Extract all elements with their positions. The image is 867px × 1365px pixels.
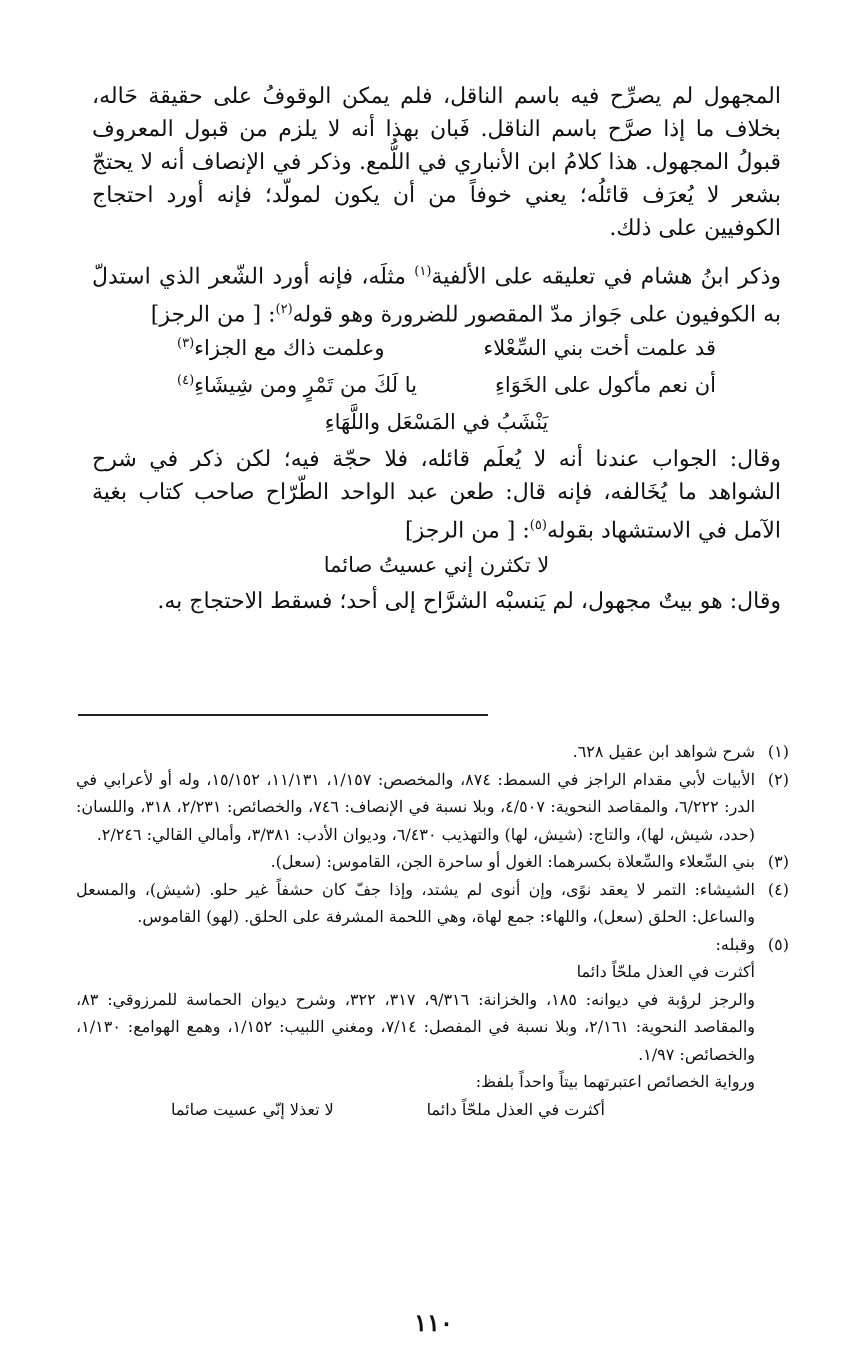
paragraph-2-text-c: : [ من الرجز] (150, 302, 276, 328)
paragraph-3 (92, 443, 781, 547)
verse-line-2 (92, 369, 781, 406)
footnote-2-number: (٢) (767, 769, 789, 789)
paragraph-2 (92, 255, 781, 332)
verse-2-second-hemistich (177, 373, 417, 397)
verse-line-4: لا تكثرن إني عسيتُ صائما (323, 552, 550, 577)
verse-1-first-hemistich: قد علمت أخت بني السِّعْلاء (483, 335, 716, 360)
footnote-divider (78, 714, 488, 716)
verse-3-text: يَنْشَبُ في المَسْعَل واللَّهَاءِ (324, 409, 549, 434)
paragraph-2-text-a: وذكر ابنُ هشام في تعليقه على الألفية (431, 264, 781, 290)
footnote-ref-2[interactable]: (٢) (275, 302, 293, 318)
footnote-5-intro: وقبله: (715, 934, 755, 954)
footnote-4-number: (٤) (767, 879, 789, 899)
verse-1-second-hemistich (177, 336, 385, 360)
footnote-2-text: الأبيات لأبي مقدام الراجز في السمط: ٨٧٤، والمخصص: ١/١٥٧، ١١/١٣١، ١٥/١٥٢، وله أو لأعرابي في الدر: ٦/٢٢٢، والمقاصد النحوية: ٤/٥٠٧، وبلا نسبة في الإنصاف: ٧٤٦، والخصائص: ٢/٢٣١، ٣١٨، واللسان: (حدد، شيش، لها)، والتاج: (شيش، لها) والتهذيب ٦/٤٣٠، وديوان الأدب: ٣/٣٨١، وأمالي القالي: ٢/٢٤٦. (76, 769, 756, 844)
footnote-5 (76, 931, 789, 1124)
footnote-4-text: الشيشاء: التمر لا يعقد نوًى، وإن أنوى لم يشتد، وإذا جفّ كان حشفاً غير حلو. (شيش)، والمسعل والساعل: الحلق (سعل)، واللهاء: جمع لهاة، وهي اللحمة المشرفة على الحلق. (لهو) القاموس. (76, 879, 755, 926)
footnote-ref-1[interactable]: (١) (414, 264, 432, 279)
verse-2-first-hemistich: أن نعم مأكول على الخَوَاءِ (495, 372, 716, 397)
footnote-5-verse-pair (76, 1096, 755, 1124)
paragraph-1: المجهول لم يصرِّح فيه باسم الناقل، فلم يمكن الوقوفُ على حقيقة حَاله، بخلاف ما إذا صرَّح باسم الناقل. فَبان بهذا أنه لا يلزم من قبول المعروف قبولُ المجهول. هذا كلامُ ابن الأنباري في اللُّمع. وذكر في الإنصاف أنه لا يحتجّ بشعر لا يُعرَف قائلُه؛ يعني خوفاً من أن يكون لمولّد؛ فإنه أورد احتجاج الكوفيين على ذلك. (92, 84, 781, 241)
footnote-ref-4[interactable]: (٤) (177, 372, 195, 388)
footnote-5-text: والرجز لرؤبة في ديوانه: ١٨٥، والخزانة: ٩/٣١٦، ٣١٧، ٣٢٢، وشرح ديوان الحماسة للمرزوقي: ٨٣، والمقاصد النحوية: ٢/١٦١، وبلا نسبة في المفصل: ٧/١٤، ومغني اللبيب: ١/١٥٢، وهمع الهوامع: ١/١٣٠، والخصائص: ١/٩٧. (76, 989, 756, 1064)
footnote-2 (76, 766, 789, 849)
main-text (92, 80, 781, 618)
verse-1-second-text: وعلمت ذاك مع الجزاء (194, 335, 385, 360)
footnote-1-text: شرح شواهد ابن عقيل ٦٢٨. (572, 742, 755, 761)
footnote-5-number: (٥) (767, 934, 789, 954)
footnote-5-pair-second: لا تعذلا إنّي عسيت صائما (171, 1099, 334, 1119)
footnote-4 (76, 876, 789, 931)
verse-line-1 (92, 332, 781, 369)
verse-line-3 (92, 406, 781, 443)
paragraph-4: وقال: هو بيتٌ مجهول، لم يَنسبْه الشرَّاح إلى أحد؛ فسقط الاحتجاج به. (157, 588, 781, 614)
footnote-ref-3[interactable]: (٣) (177, 335, 195, 351)
paragraph-3-text-b: : [ من الرجز] (405, 517, 530, 543)
footnote-5-pair-first: أكثرت في العذل ملحّاً دائما (426, 1099, 605, 1119)
footnote-3-number: (٣) (767, 852, 789, 871)
paragraph-3-text-a: وقال: الجواب عندنا أنه لا يُعلَم قائله، فلا حجّة فيه؛ لكن ذكر في شرح الشواهد ما يُخَالفه، فإنه قال: طعن عبد الواحد الطّرّاح صاحب كتاب بغية الآمل في الاستشهاد بقوله (92, 446, 781, 543)
footnote-1-number: (١) (767, 742, 789, 761)
footnote-ref-5[interactable]: (٥) (529, 517, 547, 533)
footnote-1 (76, 738, 789, 766)
page-number: ١١٠ (414, 1308, 453, 1337)
footnotes-section (76, 738, 789, 1124)
paragraph-2-text-b: مثلَه، فإنه أورد الشّعر الذي استدلّ به الكوفيون على جَواز مدّ المقصور للضرورة وهو قوله (92, 264, 781, 328)
footnote-3 (76, 848, 789, 876)
footnote-5-verse: أكثرت في العذل ملحّاً دائما (576, 962, 755, 981)
footnote-5-text-2: ورواية الخصائص اعتبرتهما بيتاً واحداً بلفظ: (475, 1072, 755, 1091)
verse-2-second-text: يا لَكَ من تَمْرٍ ومن شِيشَاءِ (194, 372, 417, 397)
footnote-3-text: بني السِّعلاء والسِّعلاة بكسرهما: الغول أو ساحرة الجن، القاموس: (سعل). (270, 852, 755, 871)
